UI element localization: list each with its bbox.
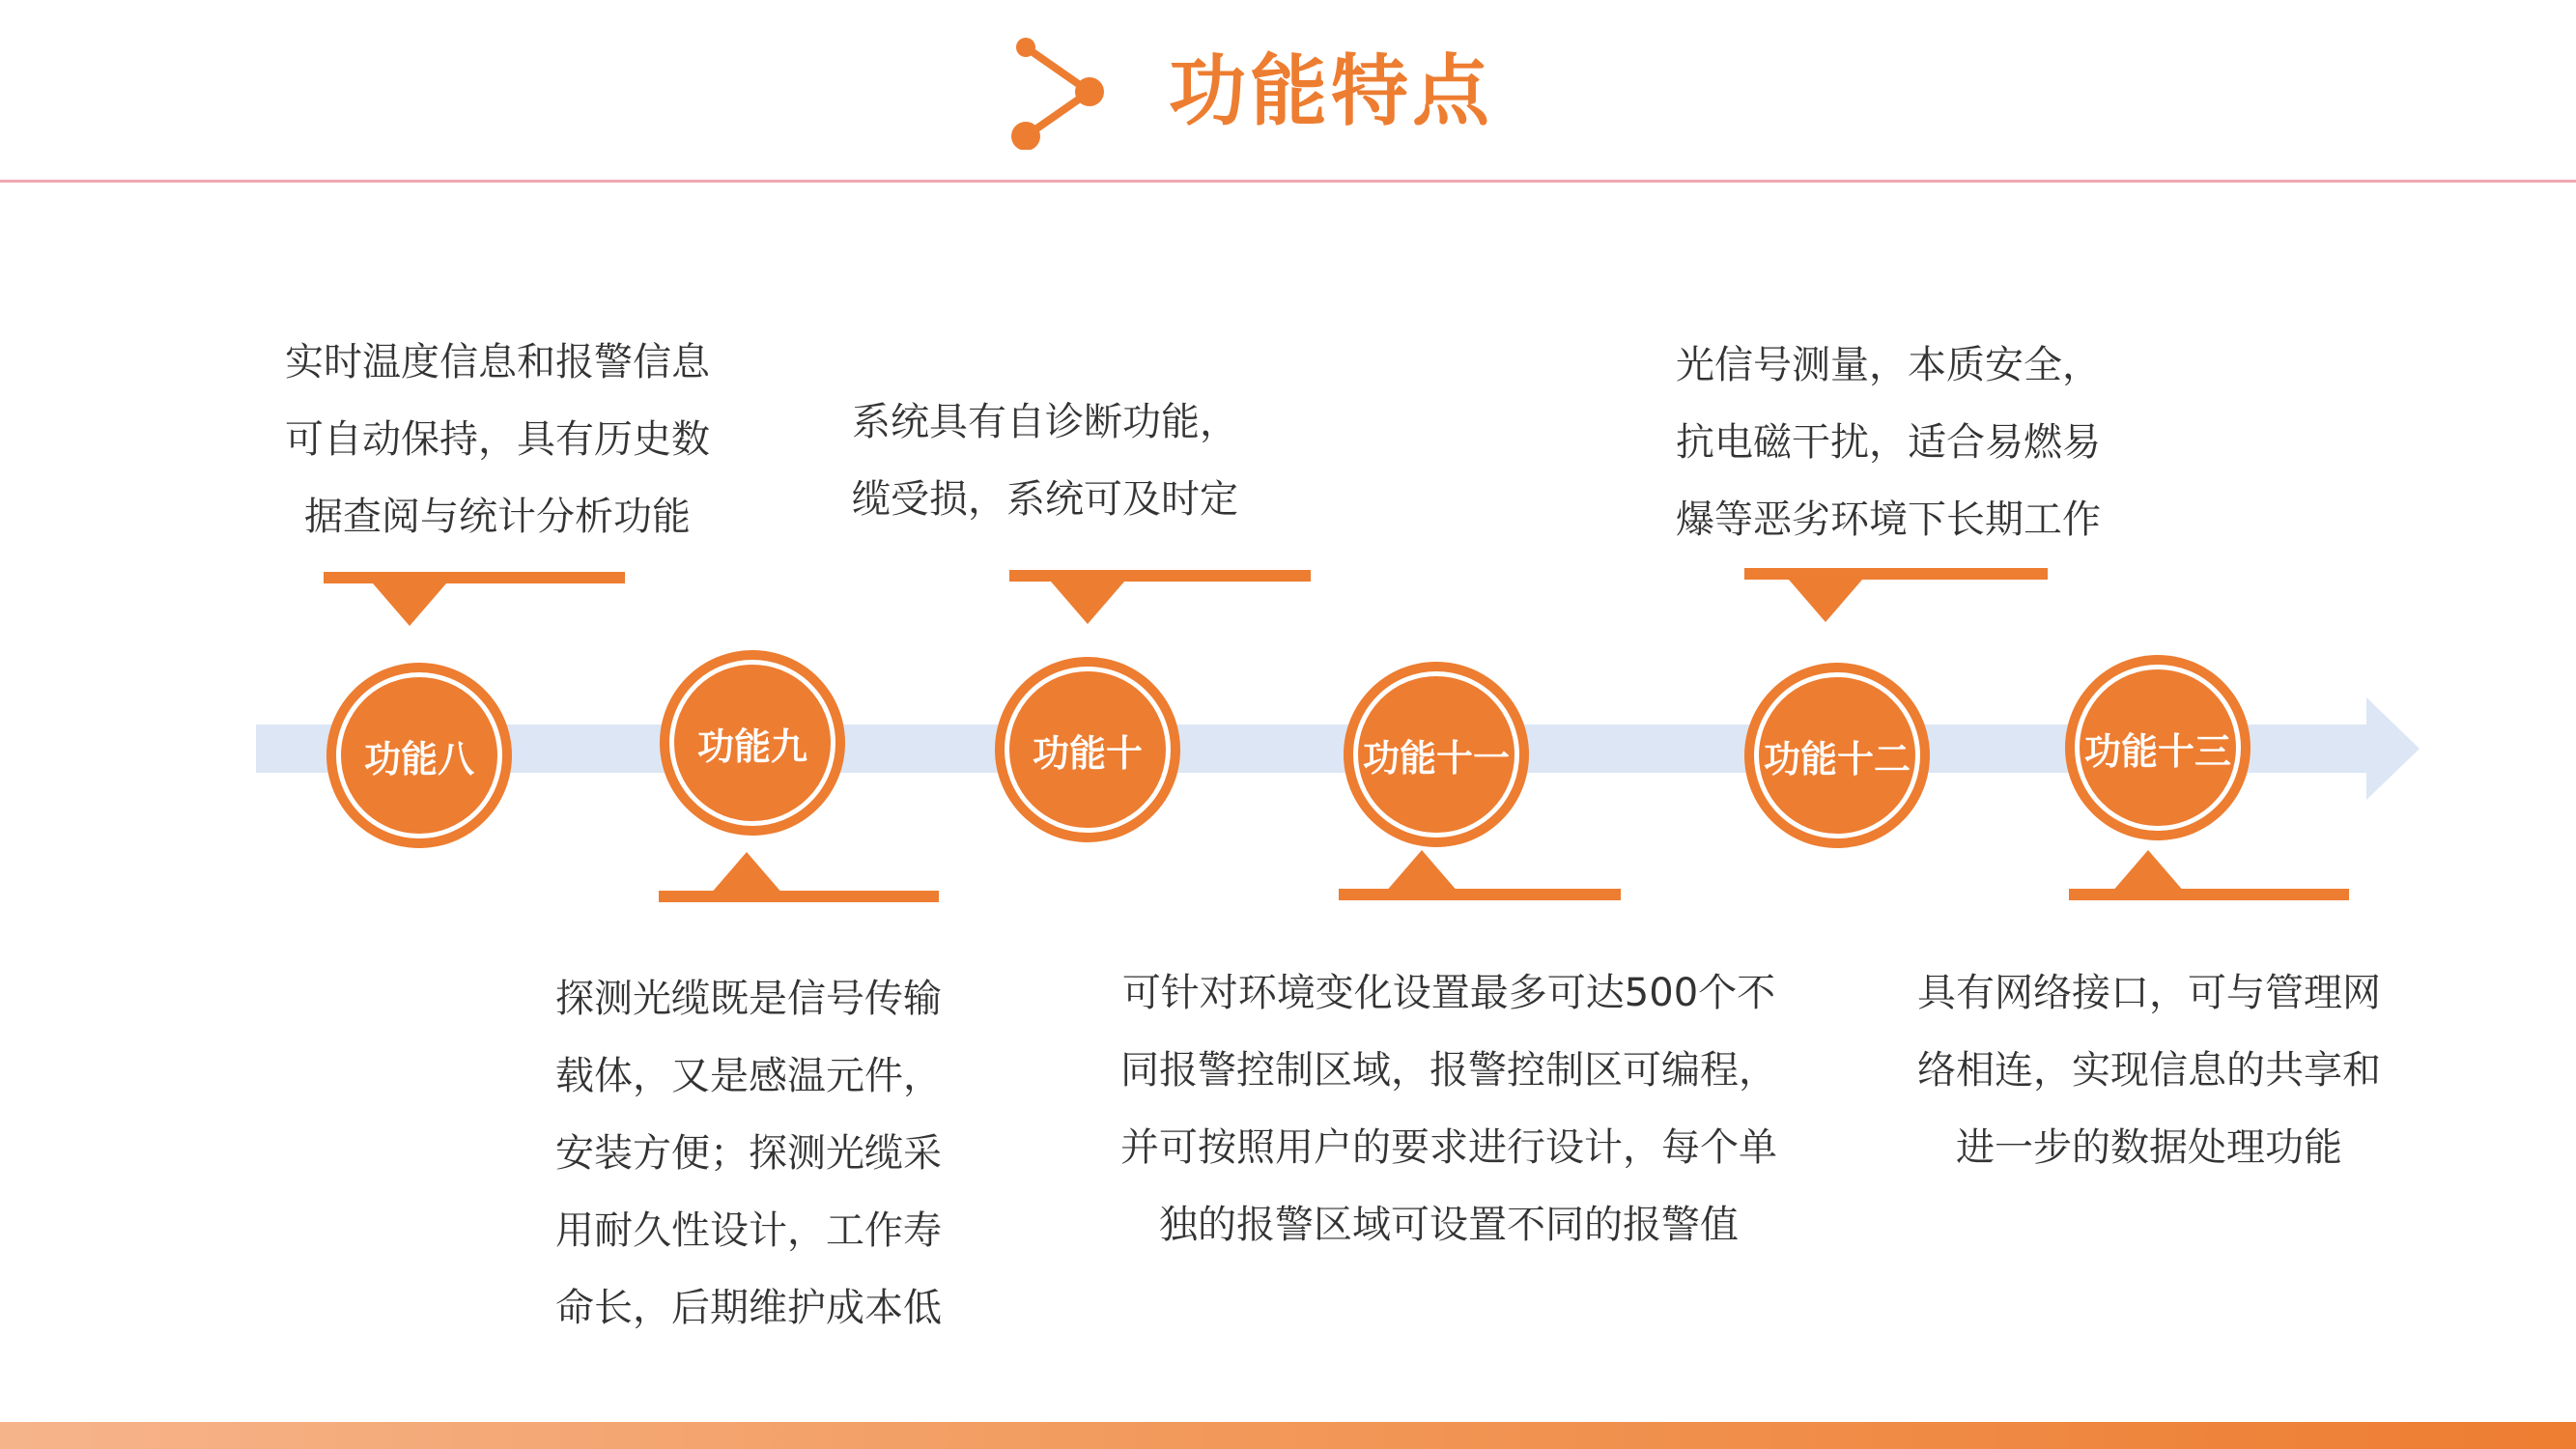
feature-9-line: 探测光缆既是信号传输 [555,977,942,1021]
feature-11-line: 同报警控制区域，报警控制区可编程， [1120,1048,1777,1093]
feature-8-line: 可自动保持，具有历史数 [285,417,710,462]
share-nodes-icon [1005,34,1111,150]
page-header [0,0,2576,184]
feature-9-pointer [710,852,783,895]
page-title: 功能特点 [1169,46,1493,136]
feature-8-label: 功能八 [363,737,474,781]
feature-10-callout-bar [1009,570,1311,582]
feature-11-description [1062,954,1835,1264]
header-divider [0,180,2576,183]
feature-8-line: 据查阅与统计分析功能 [304,495,691,539]
feature-9-line: 安装方便；探测光缆采 [555,1131,942,1176]
feature-12-line: 抗电磁干扰，适合易燃易 [1676,420,2101,465]
feature-12-line: 光信号测量，本质安全， [1676,343,2101,387]
feature-11-line: 独的报警区域可设置不同的报警值 [1159,1203,1739,1247]
feature-8-node[interactable] [326,663,512,848]
feature-10-pointer [1051,582,1124,624]
feature-13-line: 具有网络接口，可与管理网 [1917,971,2381,1015]
feature-9-line: 用耐久性设计，工作寿 [555,1208,942,1253]
feature-13-description [1859,954,2439,1186]
timeline-bar [256,724,2371,773]
feature-8-line: 实时温度信息和报警信息 [285,340,710,384]
feature-12-pointer [1789,580,1862,622]
feature-8-description [256,324,739,555]
feature-12-label: 功能十二 [1763,737,1911,781]
timeline-arrowhead [2366,697,2420,800]
feature-8-pointer [373,583,446,626]
feature-13-line: 进一步的数据处理功能 [1956,1125,2342,1170]
feature-10-line: 缆受损，系统可及时定 [852,477,1238,522]
feature-9-callout-bar [659,891,939,902]
feature-11-callout-bar [1339,889,1621,900]
feature-12-callout-bar [1744,568,2048,580]
feature-12-description [1676,327,2217,558]
feature-12-node[interactable] [1744,663,1930,848]
feature-9-node[interactable] [660,650,845,836]
feature-12-line: 爆等恶劣环境下长期工作 [1676,497,2101,542]
feature-10-node[interactable] [995,657,1180,842]
feature-9-label: 功能九 [696,724,807,768]
feature-13-callout-bar [2069,889,2349,900]
feature-11-line: 并可按照用户的要求进行设计，每个单 [1120,1125,1777,1170]
feature-11-label: 功能十一 [1362,736,1510,780]
feature-10-description [852,384,1316,538]
feature-10-line: 系统具有自诊断功能， [852,400,1238,444]
feature-13-label: 功能十三 [2083,729,2231,773]
feature-11-line: 可针对环境变化设置最多可达500个不 [1121,971,1776,1015]
feature-9-line: 命长，后期维护成本低 [555,1286,942,1330]
feature-13-line: 络相连，实现信息的共享和 [1917,1048,2381,1093]
feature-11-pointer [1385,850,1458,893]
feature-10-label: 功能十 [1032,731,1143,775]
feature-13-node[interactable] [2065,655,2250,840]
feature-9-description [555,960,1009,1347]
feature-11-node[interactable] [1344,662,1529,847]
feature-9-line: 载体，又是感温元件， [555,1054,942,1098]
feature-8-callout-bar [324,572,625,583]
footer-band [0,1422,2576,1449]
feature-13-pointer [2111,850,2185,893]
